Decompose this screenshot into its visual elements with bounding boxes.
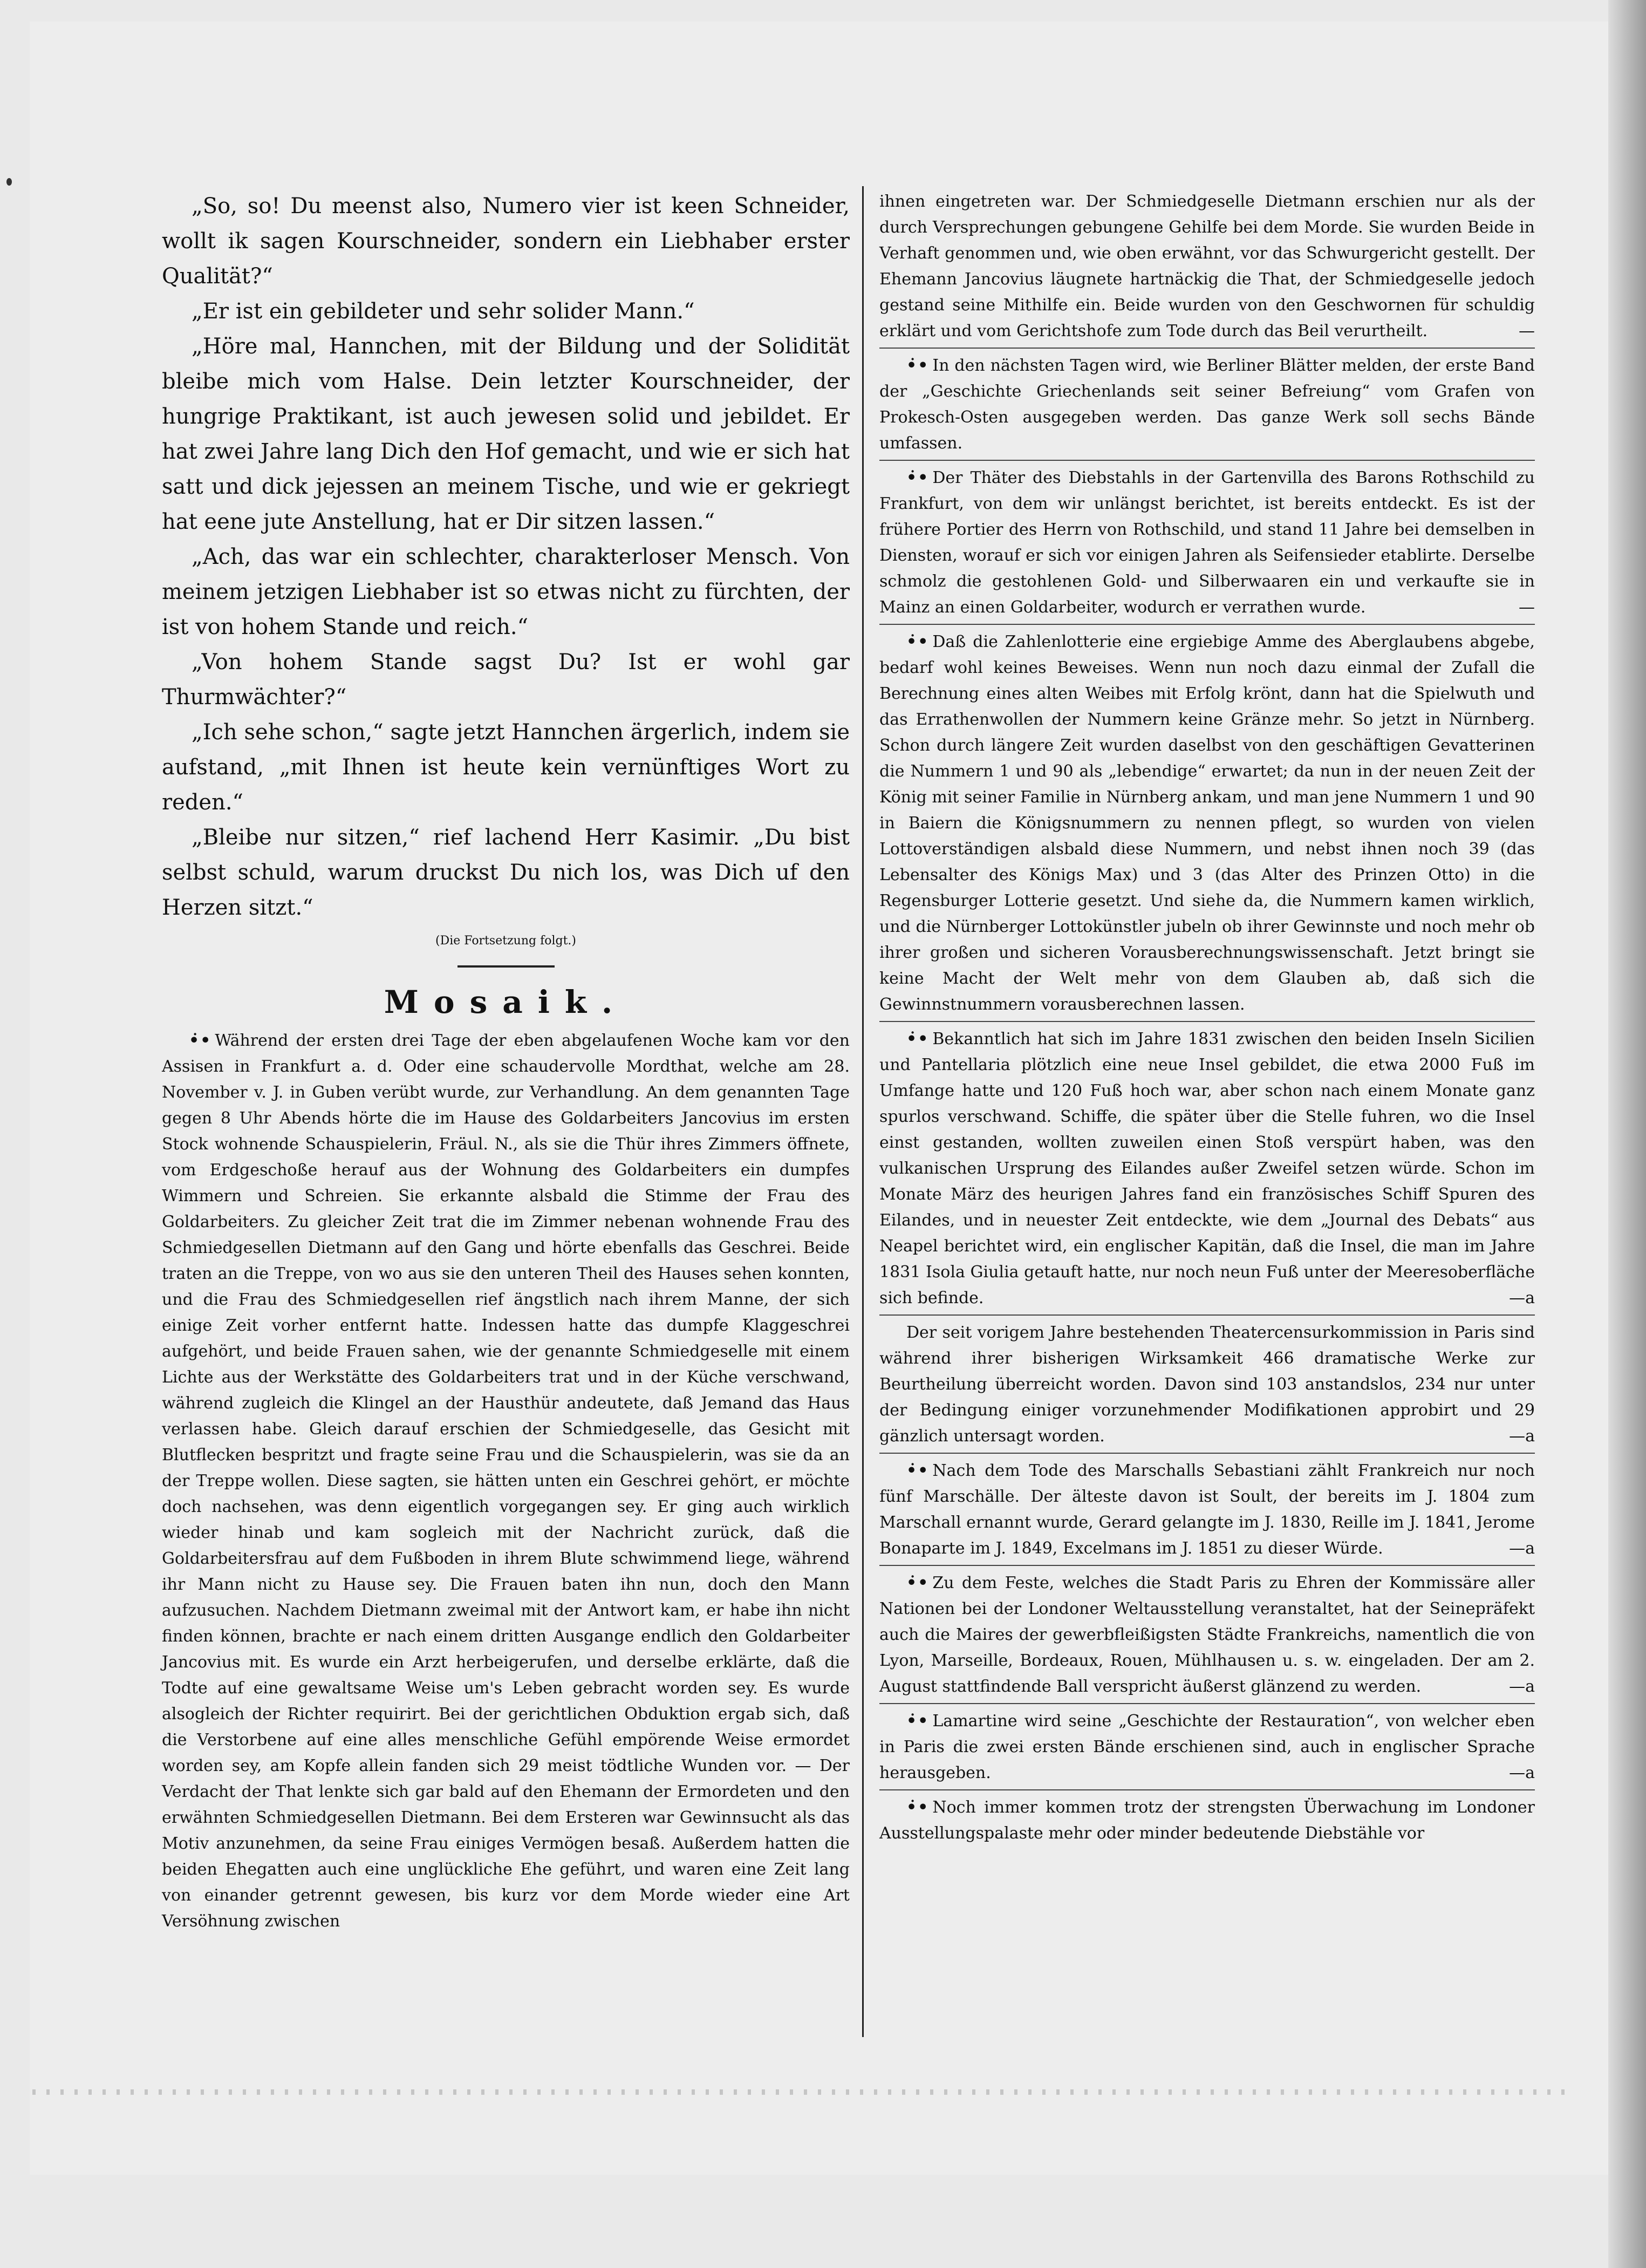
news-item (879, 629, 1535, 1022)
news-sign: — (1519, 598, 1535, 617)
right-column (879, 189, 1535, 1854)
item-marker-icon: •̇• (906, 356, 930, 375)
item-marker-icon: •̇• (189, 1031, 212, 1050)
bleed-through-line (32, 2089, 1575, 2095)
news-sign: —a (1509, 1539, 1535, 1558)
news-paragraph (879, 1708, 1535, 1786)
news-paragraph (879, 1570, 1535, 1700)
news-sign: —a (1509, 1289, 1535, 1307)
section-divider (457, 965, 555, 968)
dialogue-paragraph: „Höre mal, Hannchen, mit der Bildung und der Solidität bleibe mich vom Halse. Dein letzter Kourschneider, der hungrige Praktikant, ist auch jewesen solid und jebildet. Er hat zwei Jahre lang Dich den Hof gemacht, und wie er sich hat satt und dick jejessen an meinem Tische, und wie er gekriegt hat eene jute Anstellung, hat er Dir sitzen lassen.“ (162, 334, 850, 534)
news-paragraph (879, 629, 1535, 1018)
item-marker-icon: •̇• (906, 632, 930, 651)
news-item (879, 1570, 1535, 1704)
dialogue-paragraph: „Ich sehe schon,“ sagte jetzt Hannchen ärgerlich, indem sie aufstand, „mit Ihnen ist heute kein vernünftiges Wort zu reden.“ (162, 720, 850, 815)
item-marker-icon: •̇• (906, 1030, 930, 1048)
section-title-mosaik: Mosaik. (384, 984, 628, 1020)
left-column (162, 189, 850, 1935)
mosaic-text: Während der ersten drei Tage der eben abgelaufenen Woche kam vor den Assisen in Frankfurt a. d. Oder eine schaudervolle Mordthat, welche am 28. November v. J. in Guben verübt wurde, zur Verhandlung. An dem genannten Tage gegen 8 Uhr Abends hörte die im Hause des Goldarbeiters Jancovius im ersten Stock wohnende Schauspielerin, Fräul. N., als sie die Thür ihres Zimmers öffnete, vom Erdgeschoße herauf aus der Wohnung des Goldarbeiters ein dumpfes Wimmern und Schreien. Sie erkannte alsbald die Stimme der Frau des Goldarbeiters. Zu gleicher Zeit trat die im Zimmer nebenan wohnende Frau des Schmiedgesellen Dietmann auf den Gang und hörte ebenfalls das Geschrei. Beide traten an die Treppe, von wo aus sie den unteren Theil des Hauses sehen konnten, und die Frau des Schmiedgesellen rief ängstlich nach ihrem Manne, der sich einige Zeit vorher entfernt hatte. Indessen hatte das dumpfe Klaggeschrei aufgehört, und beide Frauen sahen, wie der genannte Schmiedgeselle mit einem Lichte aus der Werkstätte des Goldarbeiters trat und in der Küche verschwand, während zugleich die Klingel an der Hausthür andeutete, daß Jemand das Haus verlassen habe. Gleich darauf erschien der Schmiedgeselle, das Gesicht mit Blutflecken bespritzt und fragte seine Frau und die Schauspielerin, was sie da an der Treppe wollen. Diese sagten, sie hätten unten ein Geschrei gehört, er möchte doch nachsehen, was denn eigentlich vorgegangen sey. Er ging auch wirklich wieder hinab und kam sogleich mit der Nachricht zurück, daß die Goldarbeitersfrau auf dem Fußboden in ihrem Blute schwimmend liege, während ihr Mann nicht zu Hause sey. Die Frauen baten ihn nun, doch den Mann aufzusuchen. Nachdem Dietmann zweimal mit der Antwort kam, er habe ihn nicht finden können, brachte er nach einem dritten Ausgange endlich den Goldarbeiter Jancovius mit. Es wurde ein Arzt herbeigerufen, und derselbe erklärte, daß die Todte auf eine gewaltsame Weise um's Leben gebracht worden sey. Es wurde alsogleich der Richter requirirt. Bei der gerichtlichen Obduktion ergab sich, daß die Verstorbene auf eine alles menschliche Gefühl empörende Weise ermordet worden sey, am Kopfe allein fanden sich 29 meist tödtliche Wunden vor. — Der Verdacht der That lenkte sich gar bald auf den Ehemann der Ermordeten und den erwähnten Schmiedgesellen Dietmann. Bei dem Ersteren war Gewinnsucht als das Motiv anzunehmen, da seine Frau einiges Vermögen besaß. Außerdem hatten die beiden Ehegatten auch eine unglückliche Ehe geführt, und waren eine Zeit lang von einander getrennt gewesen, bis kurz vor dem Morde wieder eine Art Versöhnung zwischen (162, 1031, 850, 1931)
news-item (879, 465, 1535, 625)
news-items (879, 189, 1535, 1850)
dialogue-paragraph: „Von hohem Stande sagst Du? Ist er wohl gar Thurmwächter?“ (162, 650, 850, 710)
dialogue-paragraph: „Ach, das war ein schlechter, charakterloser Mensch. Von meinem jetzigen Liebhaber ist so etwas nicht zu fürchten, der ist von hohem Stande und reich.“ (162, 544, 850, 639)
news-text: Der seit vorigem Jahre bestehenden Theatercensurkommission in Paris sind während ihrer bisherigen Wirksamkeit 466 dramatische Werke zur Beurtheilung überreicht worden. Davon sind 103 anstandslos, 234 nur unter der Bedingung einiger vorzunehmender Modifikationen approbirt und 29 gänzlich untersagt worden. (879, 1323, 1535, 1446)
mosaic-paragraph (162, 1028, 850, 1935)
news-paragraph (879, 1320, 1535, 1449)
page-edge-shadow (1608, 0, 1646, 2268)
news-paragraph (879, 1458, 1535, 1562)
margin-ink-mark (6, 178, 12, 186)
news-text: ihnen eingetreten war. Der Schmiedgeselle Dietmann erschien nur als der durch Versprechungen gebungene Gehilfe bei dem Morde. Sie wurden Beide in Verhaft genommen und, wie oben erwähnt, vor das Schwurgericht gestellt. Der Ehemann Jancovius läugnete hartnäckig die That, der Schmiedgeselle jedoch gestand seine Mithilfe ein. Beide wurden von den Geschwornen für schuldig erklärt und vom Gerichtshofe zum Tode durch das Beil verurtheilt. (879, 192, 1535, 340)
item-marker-icon: •̇• (906, 1712, 930, 1731)
dialogue-paragraph: „So, so! Du meenst also, Numero vier ist keen Schneider, wollt ik sagen Kourschneider, sondern ein Liebhaber erster Qualität?“ (162, 194, 850, 289)
news-item (879, 1708, 1535, 1790)
item-marker-icon: •̇• (906, 468, 930, 487)
news-text: In den nächsten Tagen wird, wie Berliner Blätter melden, der erste Band der „Geschichte Griechenlands seit seiner Befreiung“ vom Grafen von Prokesch-Osten ausgegeben werden. Das ganze Werk soll sechs Bände umfassen. (879, 356, 1535, 453)
dialogue-paragraph: „Er ist ein gebildeter und sehr solider Mann.“ (192, 299, 695, 324)
item-marker-icon: •̇• (906, 1461, 930, 1480)
news-sign: —a (1509, 1763, 1535, 1782)
news-item (879, 1026, 1535, 1316)
news-text: Bekanntlich hat sich im Jahre 1831 zwischen den beiden Inseln Sicilien und Pantellaria plötzlich eine neue Insel gebildet, die etwa 2000 Fuß im Umfange hatte und 120 Fuß hoch war, aber schon nach einem Monate ganz spurlos verschwand. Schiffe, die später über die Stelle fuhren, wo die Insel einst gestanden, wollten zuweilen einen Stoß verspürt haben, was den vulkanischen Ursprung des Eilandes außer Zweifel setzen würde. Schon im Monate März des heurigen Jahres fand ein französisches Schiff Spuren des Eilandes, und in neuester Zeit entdeckte, wie dem „Journal des Debats“ aus Neapel berichtet wird, ein englischer Kapitän, daß die Insel, die man im Jahre 1831 Isola Giulia getauft hatte, nur noch neun Fuß unter der Meeresoberfläche sich befinde. (879, 1030, 1535, 1307)
news-paragraph (879, 465, 1535, 621)
news-text: Nach dem Tode des Marschalls Sebastiani zählt Frankreich nur noch fünf Marschälle. Der älteste davon ist Soult, der bereits im J. 1804 zum Marschall ernannt wurde, Gerard gelangte im J. 1830, Reille im J. 1841, Jerome Bonaparte im J. 1849, Excelmans im J. 1851 zu dieser Würde. (879, 1461, 1535, 1558)
item-marker-icon: •̇• (906, 1798, 930, 1817)
news-sign: — (1519, 322, 1535, 340)
news-text: Lamartine wird seine „Geschichte der Restauration“, von welcher eben in Paris die zwei ersten Bände erschienen sind, auch in englischer Sprache herausgeben. (879, 1712, 1535, 1782)
news-paragraph (879, 1795, 1535, 1847)
mosaic-article (162, 1028, 850, 1935)
news-text: Noch immer kommen trotz der strengsten Überwachung im Londoner Ausstellungspalaste mehr oder minder bedeutende Diebstähle vor (879, 1798, 1535, 1843)
news-item (879, 1458, 1535, 1566)
news-item (879, 189, 1535, 349)
item-marker-icon: •̇• (906, 1574, 930, 1592)
news-item (879, 1795, 1535, 1850)
news-sign: —a (1509, 1427, 1535, 1446)
continuation-note: (Die Fortsetzung folgt.) (435, 934, 576, 948)
column-rule (862, 186, 864, 2037)
news-item (879, 1320, 1535, 1454)
news-item (879, 353, 1535, 461)
news-text: Zu dem Feste, welches die Stadt Paris zu Ehren der Kommissäre aller Nationen bei der Londoner Weltausstellung veranstaltet, hat der Seinepräfekt auch die Maires der gewerbfleißigsten Städte Frankreichs, namentlich die von Lyon, Marseille, Bordeaux, Rouen, Mühlhausen u. s. w. eingeladen. Der am 2. August stattfindende Ball verspricht äußerst glänzend zu werden. (879, 1574, 1535, 1696)
serial-story-dialogue (162, 189, 850, 925)
news-text: Daß die Zahlenlotterie eine ergiebige Amme des Aberglaubens abgebe, bedarf wohl keines Beweises. Wenn nun noch dazu einmal der Zufall die Berechnung eines alten Weibes mit Erfolg krönt, dann hat die Spielwuth und das Errathenwollen der Nummern keine Gränze mehr. So jetzt in Nürnberg. Schon durch längere Zeit wurden daselbst von den geschäftigen Gevatterinen die Nummern 1 und 90 als „lebendige“ erwartet; da nun in der neuen Zeit der König mit seiner Familie in Nürnberg ankam, und man jene Nummern 1 und 90 in Baiern die Königsnummern zu nennen pflegt, so wurden von vielen Lottoverständigen alsbald diese Nummern, und nebst ihnen noch 39 (das Lebensalter des Königs Max) und 3 (das Alter des Prinzen Otto) in die Regensburger Lotterie gesetzt. Und siehe da, die Nummern kamen wirklich, und die Nürnberger Lottokünstler jubeln ob ihrer Gewinnste und noch mehr ob ihrer großen und sicheren Vorausberechnungswissenschaft. Jetzt bringt sie keine Macht der Welt mehr von dem Glauben ab, daß sich die Gewinnstnummern vorausberechnen lassen. (879, 632, 1535, 1014)
dialogue-paragraph: „Bleibe nur sitzen,“ rief lachend Herr Kasimir. „Du bist selbst schuld, warum druckst Du nich los, was Dich uf den Herzen sitzt.“ (162, 825, 850, 920)
news-paragraph (879, 353, 1535, 457)
news-text: Der Thäter des Diebstahls in der Gartenvilla des Barons Rothschild zu Frankfurt, von dem wir unlängst berichtet, ist bereits entdeckt. Es ist der frühere Portier des Herrn von Rothschild, und stand 11 Jahre bei demselben in Diensten, worauf er sich vor einigen Jahren als Seifensieder etablirte. Derselbe schmolz die gestohlenen Gold- und Silberwaaren ein und verkaufte sie in Mainz an einen Goldarbeiter, wodurch er verrathen wurde. (879, 468, 1535, 617)
news-paragraph (879, 189, 1535, 344)
news-sign: —a (1509, 1677, 1535, 1696)
news-paragraph (879, 1026, 1535, 1311)
